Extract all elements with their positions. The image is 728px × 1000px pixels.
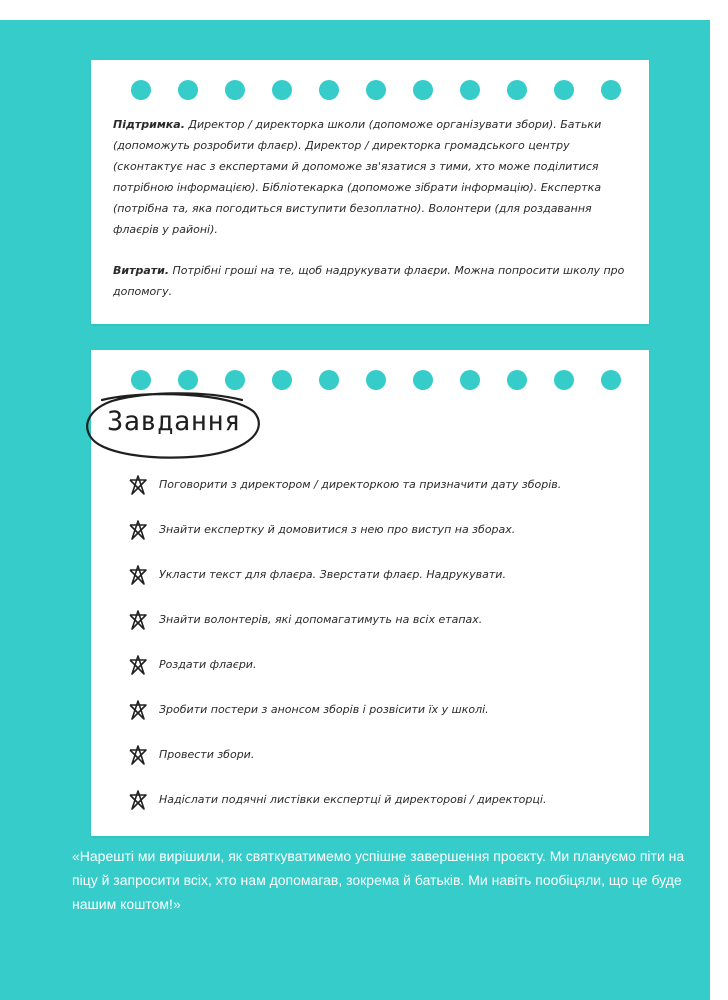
tasks-heading: [82, 388, 268, 462]
support-label: Підтримка.: [113, 118, 185, 131]
costs-paragraph: [113, 260, 638, 302]
tasks-title: Завдання: [107, 406, 242, 437]
notepad-card-tasks: [91, 350, 649, 836]
support-paragraph: [113, 114, 638, 240]
closing-quote: «Нарешті ми вирішили, як святкуватимемо успішне завершення проєкту. Ми плануємо піти на піцу й запросити всіх, хто нам допомагав, зокрема й батьків. Ми навіть пообіцяли, що це буде нашим коштом!»: [72, 848, 685, 912]
star-icon: [127, 474, 149, 498]
task-text: Зробити постери з анонсом зборів і розвісити їх у школі.: [159, 703, 489, 716]
task-text: Укласти текст для флаєра. Зверстати флаєр. Надрукувати.: [159, 568, 506, 581]
page-background: [0, 20, 710, 1000]
star-icon: [127, 699, 149, 723]
star-icon: [127, 789, 149, 813]
task-text: Знайти волонтерів, які допомагатимуть на всіх етапах.: [159, 613, 483, 626]
task-item: [127, 609, 627, 635]
task-item: [127, 564, 627, 590]
costs-label: Витрати.: [113, 264, 170, 277]
task-text: Поговорити з директором / директоркою та призначити дату зборів.: [159, 478, 562, 491]
binder-holes: [91, 350, 649, 390]
notepad-card-resources: [91, 60, 649, 324]
task-text: Надіслати подячні листівки експертці й директорові / директорці.: [159, 793, 547, 806]
star-icon: [127, 609, 149, 633]
task-text: Знайти експертку й домовитися з нею про виступ на зборах.: [159, 523, 516, 536]
star-icon: [127, 744, 149, 768]
binder-holes: [91, 60, 649, 100]
task-text: Провести збори.: [159, 748, 255, 761]
task-text: Роздати флаєри.: [159, 658, 257, 671]
task-item: [127, 474, 627, 500]
support-text: Директор / директорка школи (допоможе організувати збори). Батьки (допоможуть розробити флаєр). Директор / директорка громадського центру (сконтактує нас з експертами й допоможе зв'язатися з тими, хто може поділитися потрібною інформацією). Бібліотекарка (допоможе зібрати інформацію). Експертка (потрібна та, яка погодиться виступити безоплатно). Волонтери (для роздавання флаєрів у районі).: [113, 118, 602, 236]
star-icon: [127, 654, 149, 678]
task-item: [127, 699, 627, 725]
task-item: [127, 519, 627, 545]
task-item: [127, 789, 627, 815]
task-item: [127, 654, 627, 680]
task-item: [127, 744, 627, 770]
costs-text: Потрібні гроші на те, щоб надрукувати флаєри. Можна попросити школу про допомогу.: [113, 264, 625, 298]
star-icon: [127, 519, 149, 543]
star-icon: [127, 564, 149, 588]
